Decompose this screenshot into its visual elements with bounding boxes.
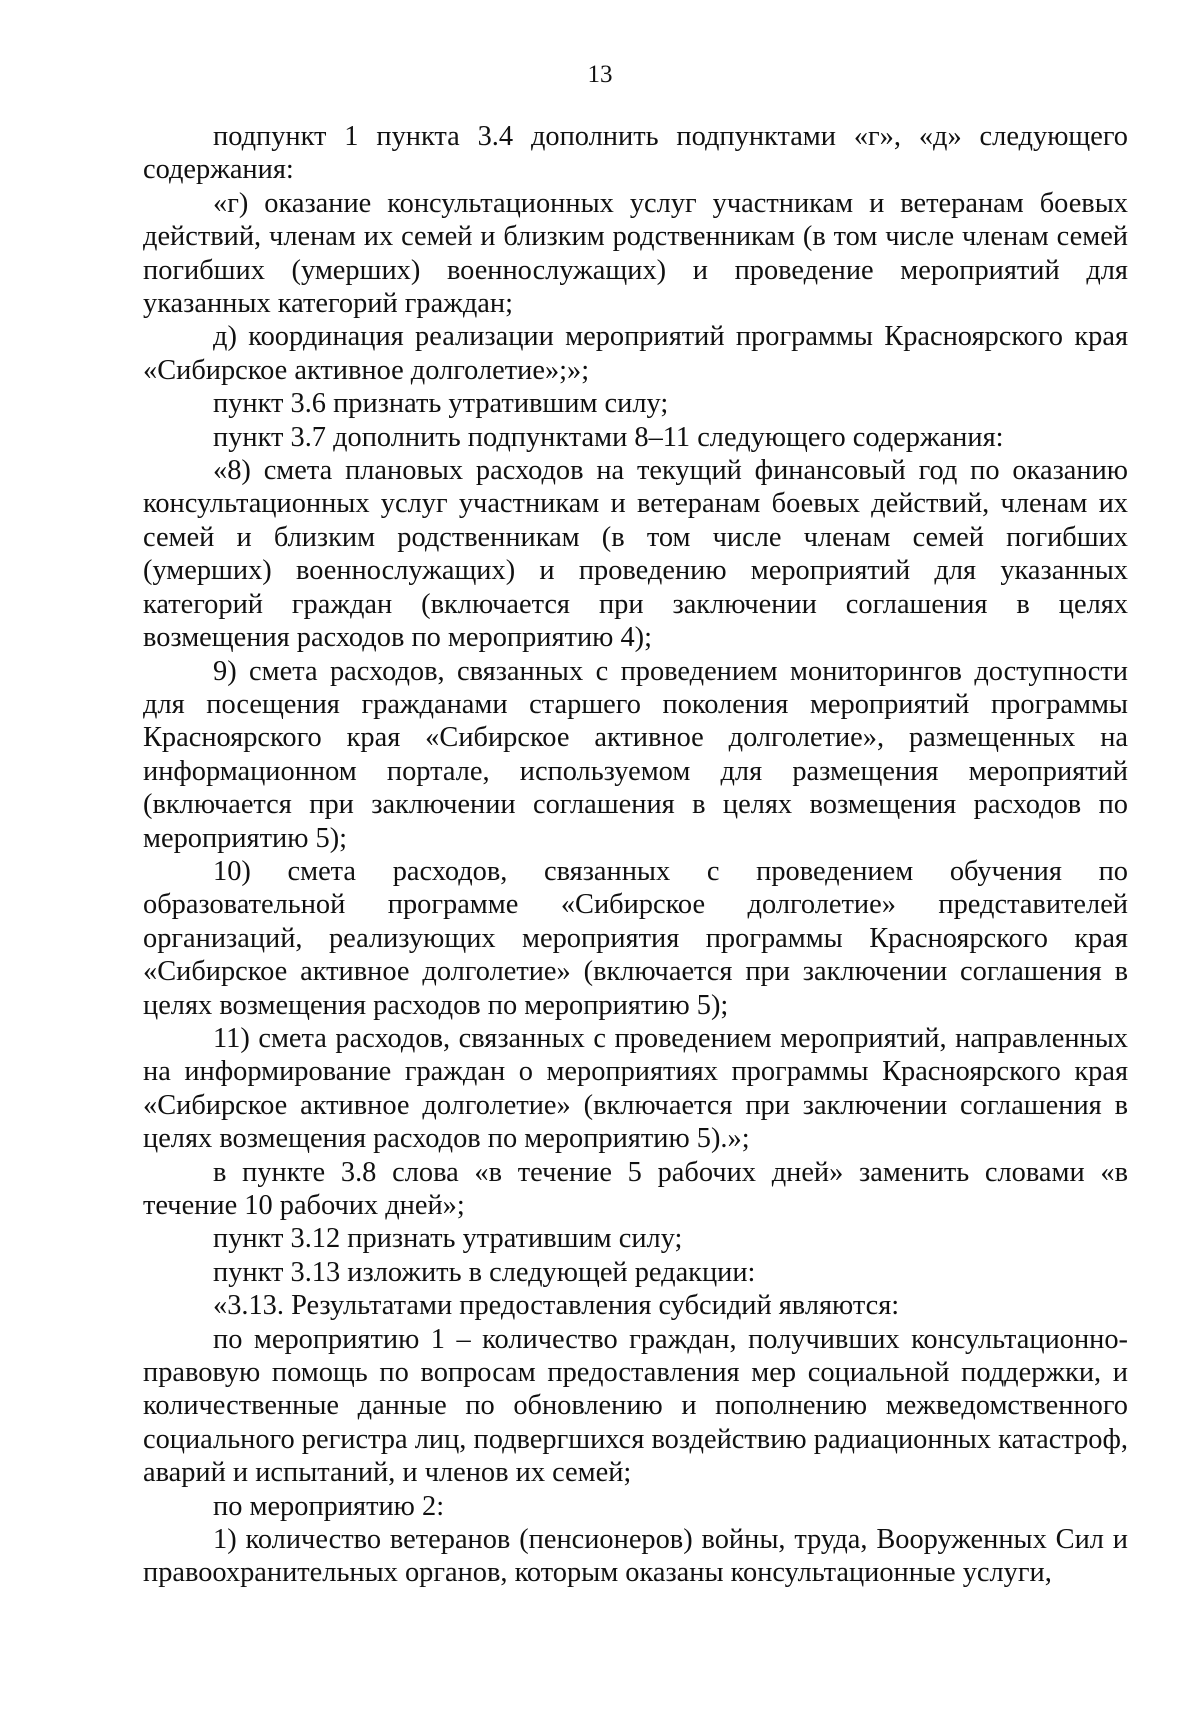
paragraph-item-g: «г) оказание консультационных услуг участникам и ветеранам боевых действий, членам их семей и близким родственникам (в том числе членам семей погибших (умерших) военнослужащих) и проведение мероприятий для указанных категорий граждан;: [143, 187, 1128, 320]
paragraph-clause-3-7: пункт 3.7 дополнить подпунктами 8–11 следующего содержания:: [213, 421, 1004, 453]
paragraph-results-heading: «3.13. Результатами предоставления субсидий являются:: [213, 1290, 900, 1322]
paragraph-item-d: д) координация реализации мероприятий программы Красноярского края «Сибирское активное долголетие»;»;: [143, 321, 1128, 386]
paragraph-item-11: 11) смета расходов, связанных с проведением мероприятий, направленных на информирование граждан о мероприятиях программы Красноярского края «Сибирское активное долголетие» (включается при заключении соглашения в целях возмещения расходов по мероприятию 5).»;: [143, 1022, 1128, 1155]
paragraph-clause-3-13: пункт 3.13 изложить в следующей редакции:: [213, 1256, 756, 1288]
paragraph-measure-2-item-1: 1) количество ветеранов (пенсионеров) войны, труда, Вооруженных Сил и правоохранительных органов, которым оказаны консультационные услуги,: [143, 1524, 1128, 1589]
paragraph-item-9: 9) смета расходов, связанных с проведением мониторингов доступности для посещения гражданами старшего поколения мероприятий программы Красноярского края «Сибирское активное долголетие», размещенных на информационном портале, используемом для размещения мероприятий (включается при заключении соглашения в целях возмещения расходов по мероприятию 5);: [143, 655, 1128, 854]
document-body: [143, 120, 1128, 1590]
paragraph-measure-1: по мероприятию 1 – количество граждан, получивших консультационно-правовую помощь по вопросам предоставления мер социальной поддержки, и количественные данные по обновлению и пополнению межведомственного социального регистра лиц, подвергшихся воздействию радиационных катастроф, аварий и испытаний, и членов их семей;: [143, 1323, 1128, 1489]
paragraph-item-10: 10) смета расходов, связанных с проведением обучения по образовательной программе «Сибирское долголетие» представителей организаций, реализующих мероприятия программы Красноярского края «Сибирское активное долголетие» (включается при заключении соглашения в целях возмещения расходов по мероприятию 5);: [143, 855, 1128, 1021]
paragraph-measure-2: по мероприятию 2:: [213, 1490, 445, 1522]
paragraph-clause-3-8: в пункте 3.8 слова «в течение 5 рабочих дней» заменить словами «в течение 10 рабочих дней»;: [143, 1156, 1128, 1221]
paragraph-subclause-3-4: подпункт 1 пункта 3.4 дополнить подпунктами «г», «д» следующего содержания:: [143, 121, 1128, 186]
paragraph-clause-3-6: пункт 3.6 признать утратившим силу;: [213, 388, 669, 420]
paragraph-item-8: «8) смета плановых расходов на текущий финансовый год по оказанию консультационных услуг участникам и ветеранам боевых действий, членам их семей и близким родственникам (в том числе членам семей погибших (умерших) военнослужащих) и проведению мероприятий для указанных категорий граждан (включается при заключении соглашения в целях возмещения расходов по мероприятию 4);: [143, 455, 1128, 654]
page-number: 13: [587, 61, 613, 88]
paragraph-clause-3-12: пункт 3.12 признать утратившим силу;: [213, 1223, 683, 1255]
